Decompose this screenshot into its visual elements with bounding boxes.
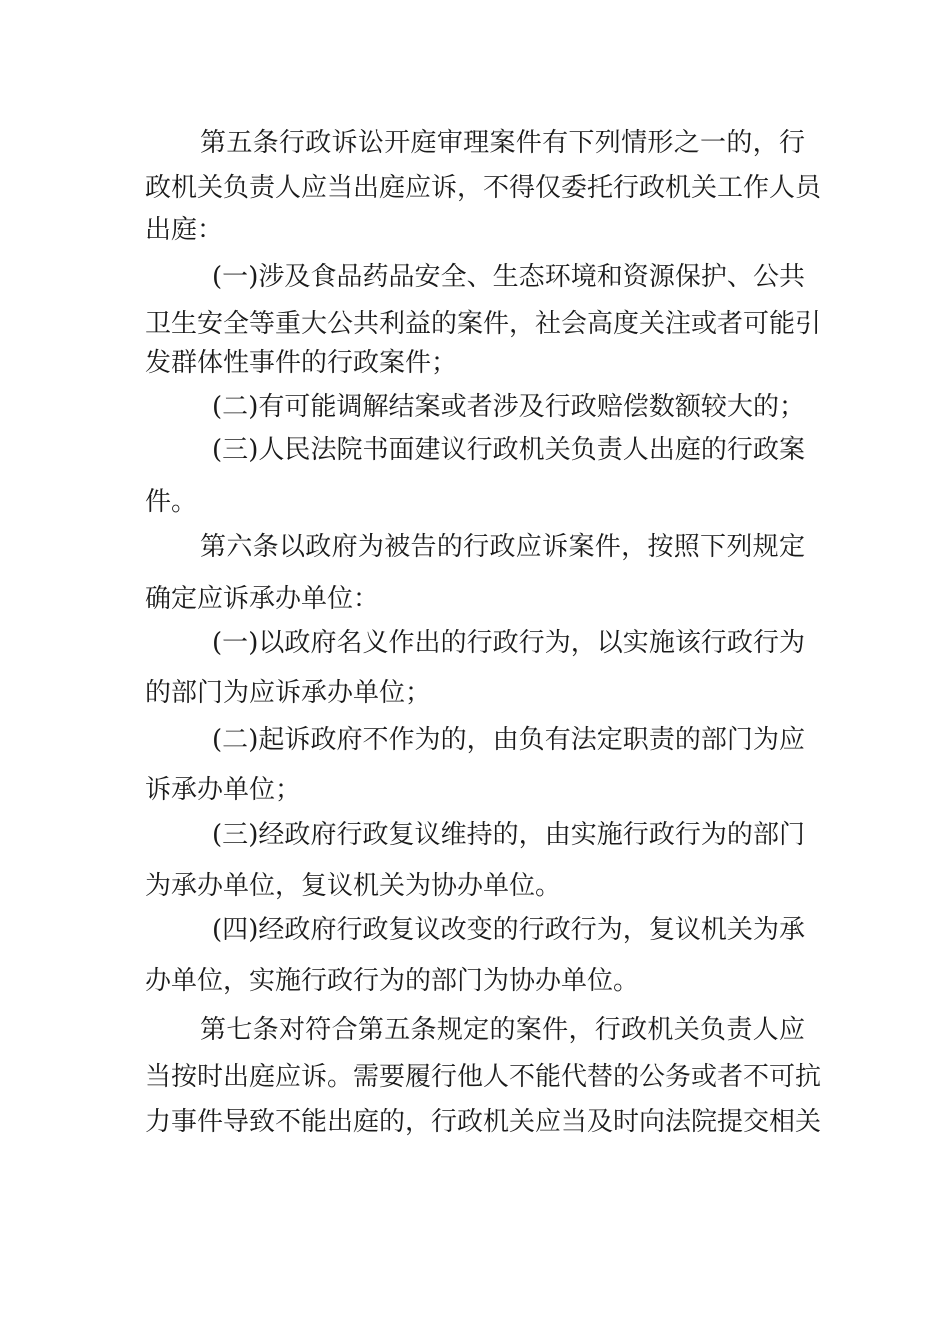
text-line: 当按时出庭应诉。需要履行他人不能代替的公务或者不可抗	[145, 1062, 822, 1092]
text-line: 件。	[145, 487, 198, 517]
text-line: (一)涉及食品药品安全、生态环境和资源保护、公共	[212, 262, 805, 292]
text-line: 第七条对符合第五条规定的案件，行政机关负责人应	[200, 1015, 805, 1045]
text-line: 为承办单位，复议机关为协办单位。	[145, 871, 562, 901]
text-line: 卫生安全等重大公共利益的案件，社会高度关注或者可能引	[145, 309, 822, 339]
text-line: (一)以政府名义作出的行政行为，以实施该行政行为	[212, 628, 805, 658]
text-line: 第六条以政府为被告的行政应诉案件，按照下列规定	[200, 532, 805, 562]
text-line: (二)有可能调解结案或者涉及行政赔偿数额较大的；	[212, 392, 805, 422]
text-line: 政机关负责人应当出庭应诉，不得仅委托行政机关工作人员	[145, 173, 822, 203]
text-line: 办单位，实施行政行为的部门为协办单位。	[145, 966, 640, 996]
text-line: (二)起诉政府不作为的，由负有法定职责的部门为应	[212, 725, 805, 755]
text-line: 第五条行政诉讼开庭审理案件有下列情形之一的，行	[200, 128, 805, 158]
text-line: 出庭：	[145, 215, 224, 245]
text-line: 发群体性事件的行政案件；	[145, 348, 458, 378]
text-line: 诉承办单位；	[145, 775, 302, 805]
text-line: (三)人民法院书面建议行政机关负责人出庭的行政案	[212, 435, 805, 465]
text-line: 确定应诉承办单位：	[145, 584, 380, 614]
text-line: 力事件导致不能出庭的，行政机关应当及时向法院提交相关	[145, 1107, 822, 1137]
text-line: (三)经政府行政复议维持的，由实施行政行为的部门	[212, 820, 805, 850]
text-line: 的部门为应诉承办单位；	[145, 678, 432, 708]
text-line: (四)经政府行政复议改变的行政行为，复议机关为承	[212, 915, 805, 945]
